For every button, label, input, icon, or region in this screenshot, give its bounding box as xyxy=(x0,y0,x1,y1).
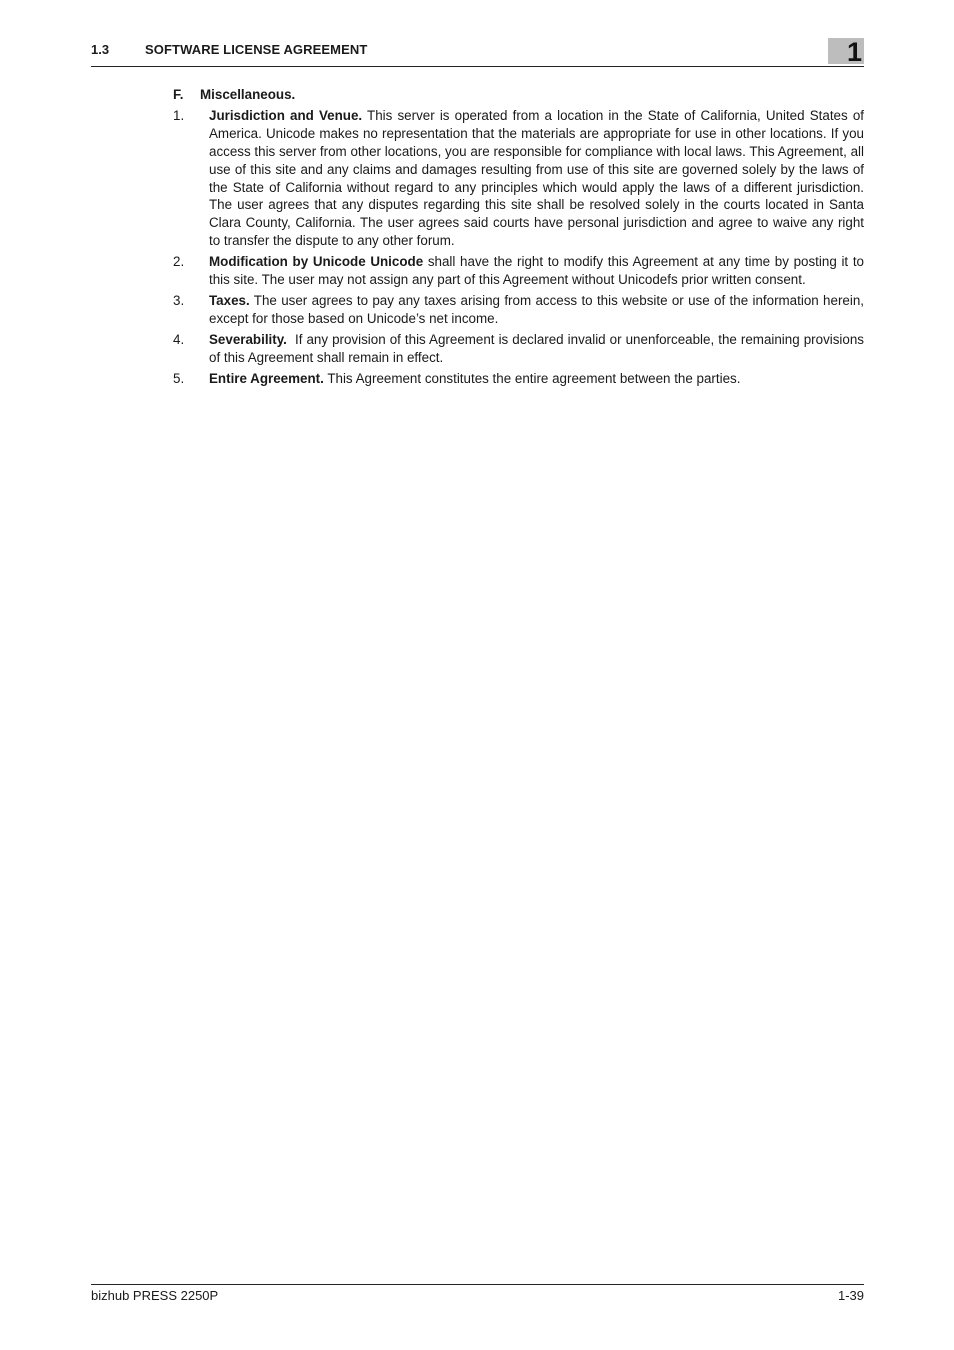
section-heading xyxy=(173,86,864,104)
footer-product-name: bizhub PRESS 2250P xyxy=(91,1288,219,1303)
list-item-term: Taxes. xyxy=(209,292,250,308)
list-item-text: If any provision of this Agreement is declared invalid or unenforceable, the remaining provisions of this Agreement shall remain in effect. xyxy=(209,331,868,365)
page-footer xyxy=(91,1284,864,1303)
list-item-number: 5. xyxy=(173,370,185,386)
list-item-body xyxy=(209,253,864,289)
list-item xyxy=(173,292,864,328)
document-body xyxy=(173,86,868,391)
list-item xyxy=(173,370,864,388)
list-item-term: Jurisdiction and Venue. xyxy=(209,107,363,123)
chapter-tab xyxy=(828,37,864,67)
list-item-number: 3. xyxy=(173,292,185,308)
section-letter: F. xyxy=(173,87,184,102)
list-item-number: 2. xyxy=(173,254,185,270)
list-item-text: The user agrees to pay any taxes arising from access to this website or use of the information herein, except for those based on Unicode’s net income. xyxy=(209,292,864,326)
list-item-term: Severability. xyxy=(209,331,287,347)
list-item-term: Entire Agreement. xyxy=(209,370,324,386)
list-item-body xyxy=(209,292,864,328)
list-item-text: shall have the right to modify this Agreement at any time by posting it to this site. The user may not assign any part of this Agreement without Unicodefs prior written consent. xyxy=(209,254,864,288)
list-item xyxy=(173,331,868,367)
footer-page-number: 1-39 xyxy=(837,1288,864,1303)
list-item-number: 1. xyxy=(173,107,185,123)
list-item-body xyxy=(209,370,864,388)
list-item-body xyxy=(209,331,868,367)
list-item-term: Modification by Unicode Unicode xyxy=(209,254,424,270)
page-header xyxy=(91,40,864,67)
section-title: Miscellaneous. xyxy=(200,87,296,102)
header-section-title: SOFTWARE LICENSE AGREEMENT xyxy=(145,42,368,57)
list-item-number: 4. xyxy=(173,331,185,347)
chapter-number: 1 xyxy=(846,37,862,67)
list-item-text: This Agreement constitutes the entire agreement between the parties. xyxy=(323,370,741,386)
header-section-number: 1.3 xyxy=(91,42,110,57)
list-item-text: This server is operated from a location in the State of California, United States of America. Unicode makes no representation that the materials are appropriate for use in other locations. If you access this server from other locations, you are responsible for compliance with local laws. This Agreement, all use of this site and any claims and damages resulting from use of this site are governed solely by the laws of the State of California without regard to any principles which would apply the laws of a different jurisdiction. The user agrees that any disputes regarding this site shall be resolved solely in the courts located in Santa Clara County, California. The user agrees said courts have personal jurisdiction and agree to waive any right to transfer the dispute to any other forum. xyxy=(209,107,864,249)
list-item xyxy=(173,107,864,250)
list-item xyxy=(173,253,864,289)
list-item-body xyxy=(209,107,864,250)
